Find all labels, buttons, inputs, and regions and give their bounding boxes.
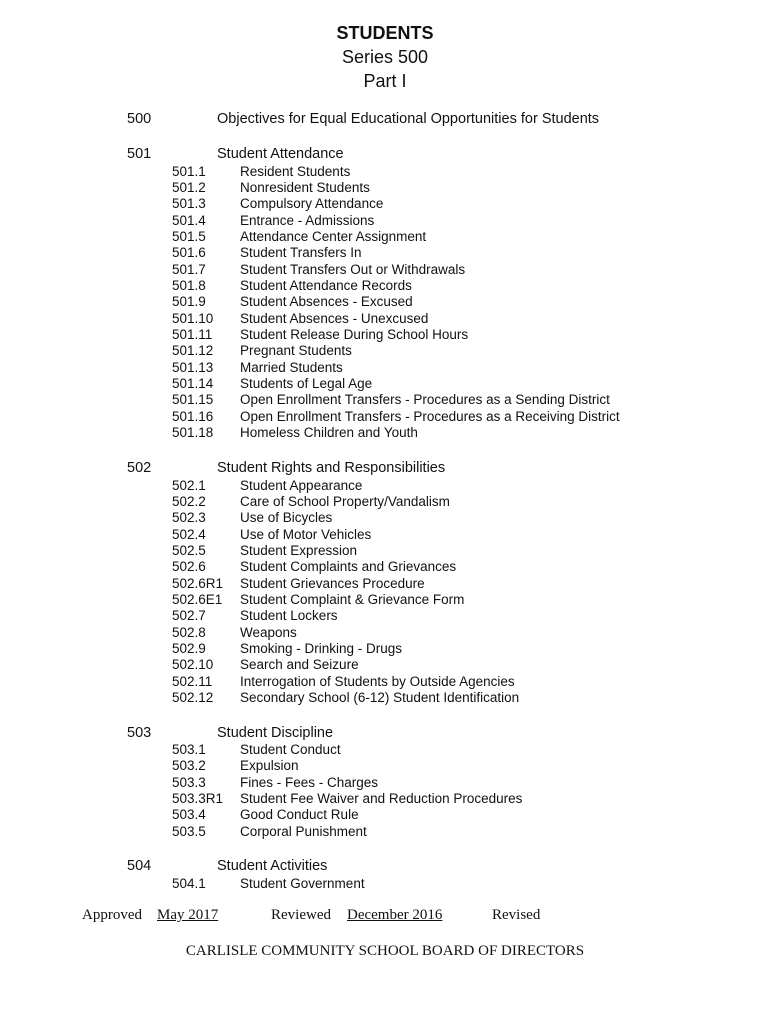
policy-title: Student Appearance — [240, 478, 363, 493]
policy-number: 502.6 — [172, 559, 206, 574]
section-title: Student Activities — [217, 858, 328, 874]
policy-title: Student Complaints and Grievances — [240, 559, 457, 574]
policy-title: Secondary School (6-12) Student Identification — [240, 690, 520, 705]
policy-title: Smoking - Drinking - Drugs — [240, 641, 403, 656]
policy-number: 501.12 — [172, 343, 214, 358]
policy-title: Married Students — [240, 360, 343, 375]
policy-title: Fines - Fees - Charges — [240, 775, 379, 790]
policy-number: 501.14 — [172, 376, 214, 391]
policy-number: 501.6 — [172, 245, 206, 260]
policy-title: Student Expression — [240, 543, 358, 558]
policy-title: Interrogation of Students by Outside Agencies — [240, 674, 515, 689]
policy-title: Resident Students — [240, 164, 351, 179]
policy-number: 503.2 — [172, 758, 206, 773]
board-name: CARLISLE COMMUNITY SCHOOL BOARD OF DIRECTORS — [185, 943, 585, 959]
reviewed-label: Reviewed — [271, 907, 331, 923]
policy-title: Student Grievances Procedure — [240, 576, 425, 591]
policy-title: Nonresident Students — [240, 180, 370, 195]
section-number: 501 — [127, 146, 152, 162]
policy-number: 501.5 — [172, 229, 206, 244]
policy-number: 502.6E1 — [172, 592, 223, 607]
policy-title: Open Enrollment Transfers - Procedures as a Receiving District — [240, 409, 620, 424]
policy-title: Student Absences - Unexcused — [240, 311, 429, 326]
policy-title: Student Absences - Excused — [240, 294, 413, 309]
section-number: 504 — [127, 858, 152, 874]
policy-number: 501.4 — [172, 213, 206, 228]
policy-number: 502.10 — [172, 657, 214, 672]
policy-number: 502.3 — [172, 510, 206, 525]
policy-title: Compulsory Attendance — [240, 196, 384, 211]
policy-number: 503.4 — [172, 807, 206, 822]
policy-title: Good Conduct Rule — [240, 807, 359, 822]
policy-title: Student Fee Waiver and Reduction Procedures — [240, 791, 523, 806]
series-label: Series 500 — [341, 47, 429, 67]
policy-number: 501.3 — [172, 196, 206, 211]
policy-number: 503.3R1 — [172, 791, 224, 806]
policy-number: 501.9 — [172, 294, 206, 309]
policy-number: 502.9 — [172, 641, 206, 656]
policy-title: Students of Legal Age — [240, 376, 373, 391]
policy-title: Student Release During School Hours — [240, 327, 469, 342]
page-title: STUDENTS — [336, 23, 434, 43]
policy-number: 501.2 — [172, 180, 206, 195]
policy-number: 501.13 — [172, 360, 214, 375]
section-number: 500 — [127, 111, 152, 127]
policy-number: 502.4 — [172, 527, 206, 542]
policy-number: 502.7 — [172, 608, 206, 623]
policy-title: Student Conduct — [240, 742, 341, 757]
policy-number: 503.5 — [172, 824, 206, 839]
revised-label: Revised — [492, 907, 541, 923]
policy-number: 502.12 — [172, 690, 214, 705]
approved-label: Approved — [82, 907, 142, 923]
policy-title: Student Transfers In — [240, 245, 362, 260]
policy-number: 501.18 — [172, 425, 214, 440]
policy-title: Student Transfers Out or Withdrawals — [240, 262, 466, 277]
policy-number: 504.1 — [172, 876, 206, 891]
policy-title: Expulsion — [240, 758, 299, 773]
approved-date: May 2017 — [157, 907, 219, 923]
policy-number: 501.8 — [172, 278, 206, 293]
policy-title: Student Complaint & Grievance Form — [240, 592, 465, 607]
policy-title: Entrance - Admissions — [240, 213, 375, 228]
policy-title: Student Lockers — [240, 608, 338, 623]
policy-title: Open Enrollment Transfers - Procedures as a Sending District — [240, 392, 610, 407]
policy-number: 502.2 — [172, 494, 206, 509]
policy-number: 502.6R1 — [172, 576, 224, 591]
policy-title: Corporal Punishment — [240, 824, 367, 839]
policy-title: Homeless Children and Youth — [240, 425, 418, 440]
section-title: Student Rights and Responsibilities — [217, 460, 446, 476]
policy-number: 502.11 — [172, 674, 213, 689]
section-title: Student Discipline — [217, 725, 334, 741]
policy-title: Pregnant Students — [240, 343, 352, 358]
policy-title: Student Government — [240, 876, 365, 891]
policy-title: Student Attendance Records — [240, 278, 412, 293]
policy-number: 502.8 — [172, 625, 206, 640]
part-label: Part I — [363, 71, 407, 91]
policy-title: Weapons — [240, 625, 297, 640]
policy-number: 501.7 — [172, 262, 206, 277]
reviewed-date: December 2016 — [347, 907, 443, 923]
policy-title: Search and Seizure — [240, 657, 359, 672]
policy-title: Attendance Center Assignment — [240, 229, 427, 244]
policy-number: 502.5 — [172, 543, 206, 558]
policy-number: 501.11 — [172, 327, 213, 342]
policy-number: 501.1 — [172, 164, 206, 179]
section-number: 502 — [127, 460, 152, 476]
section-number: 503 — [127, 725, 152, 741]
policy-title: Use of Motor Vehicles — [240, 527, 372, 542]
policy-title: Use of Bicycles — [240, 510, 333, 525]
policy-number: 502.1 — [172, 478, 206, 493]
policy-number: 503.1 — [172, 742, 206, 757]
policy-number: 503.3 — [172, 775, 206, 790]
section-title: Objectives for Equal Educational Opportunities for Students — [217, 111, 600, 127]
section-title: Student Attendance — [217, 146, 344, 162]
policy-number: 501.10 — [172, 311, 214, 326]
policy-number: 501.15 — [172, 392, 214, 407]
policy-title: Care of School Property/Vandalism — [240, 494, 450, 509]
policy-number: 501.16 — [172, 409, 214, 424]
